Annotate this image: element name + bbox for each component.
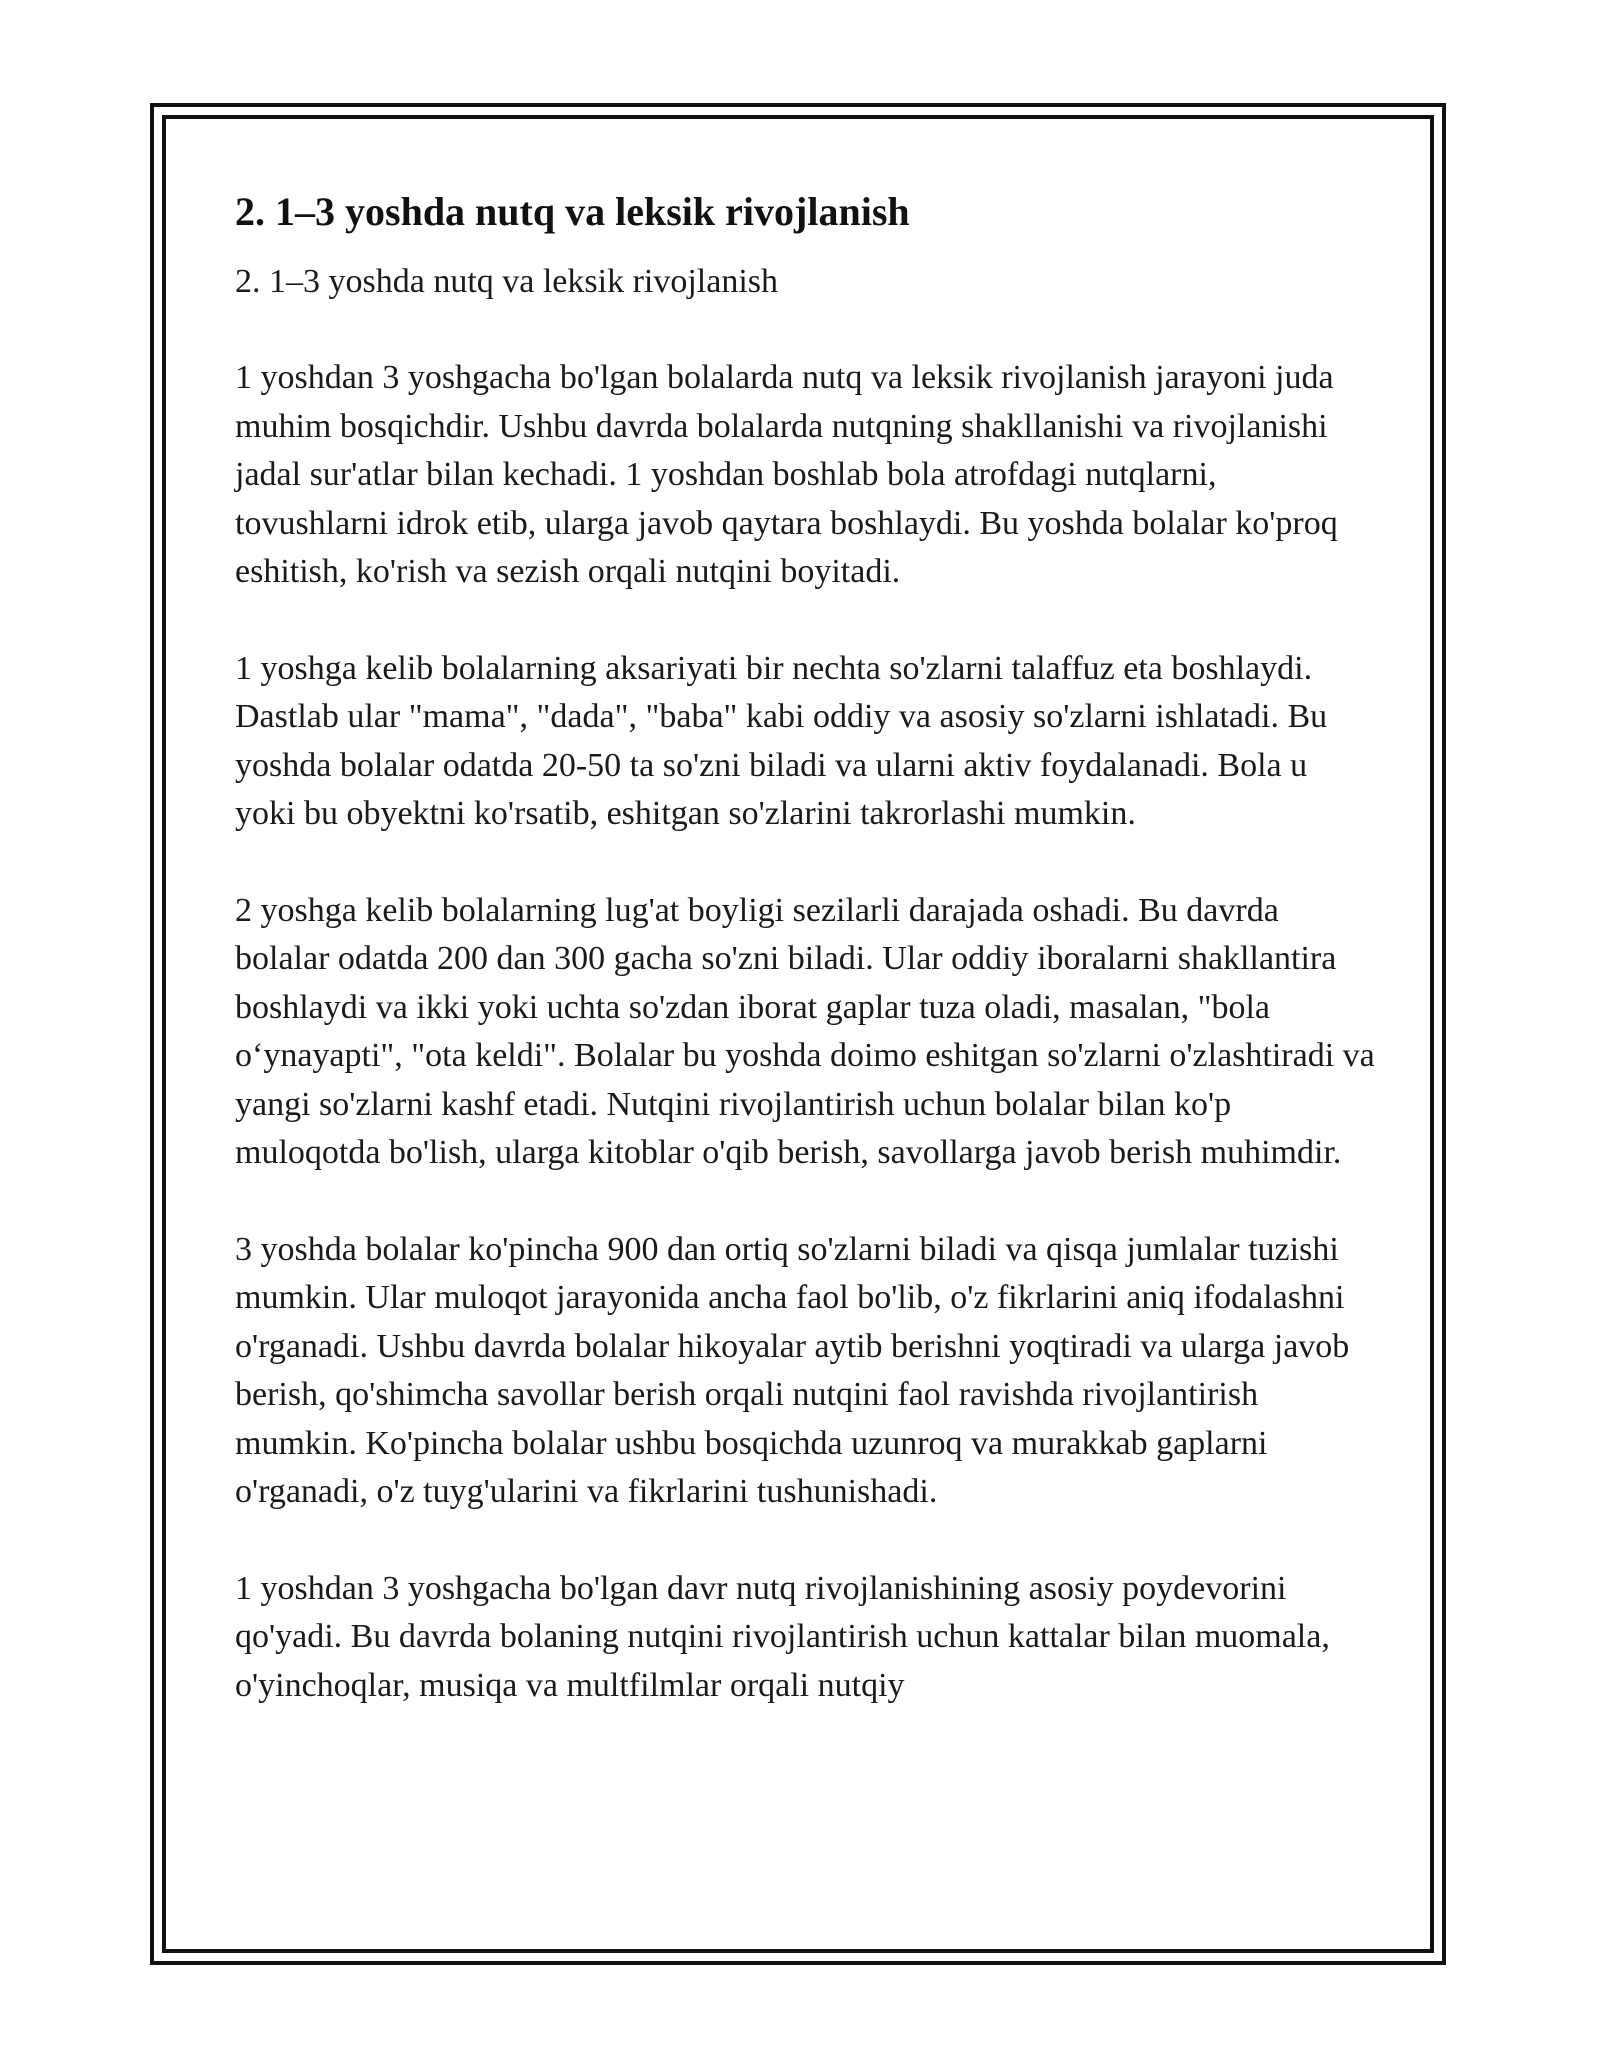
paragraph-4: 3 yoshda bolalar ko'pincha 900 dan ortiq so'zlarni biladi va qisqa jumlalar tuzishi mumkin. Ular muloqot jarayonida ancha faol bo'lib, o'z fikrlarini aniq ifodalashni o'rganadi. Ushbu davrda bolalar hikoyalar aytib berishni yoqtiradi va ularga javob berish, qo'shimcha savollar berish orqali nutqini faol ravishda rivojlantirish mumkin. Ko'pincha bolalar ushbu bosqichda uzunroq va murakkab gaplarni o'rganadi, o'z tuyg'ularini va fikrlarini tushunishadi. — [235, 1230, 1350, 1510]
paragraph-5: 1 yoshdan 3 yoshgacha bo'lgan davr nutq rivojlanishining asosiy poydevorini qo'yadi. Bu davrda bolaning nutqini rivojlantirish uchun kattalar bilan muomala, o'yinchoqlar, musiqa va multfilmlar orqali nutqiy — [235, 1569, 1330, 1704]
document-subheading: 2. 1–3 yoshda nutq va leksik rivojlanish — [235, 263, 779, 300]
paragraph-3: 2 yoshga kelib bolalarning lug'at boyligi sezilarli darajada oshadi. Bu davrda bolalar odatda 200 dan 300 gacha so'zni biladi. Ular oddiy iboralarni shakllantira boshlaydi va ikki yoki uchta so'zdan iborat gaplar tuza oladi, masalan, "bola o‘ynayapti", "ota keldi". Bolalar bu yoshda doimo eshitgan so'zlarni o'zlashtiradi va yangi so'zlarni kashf etadi. Nutqini rivojlantirish uchun bolalar bilan ko'p muloqotda bo'lish, ularga kitoblar o'qib berish, savollarga javob berish muhimdir. — [235, 891, 1375, 1171]
document-heading: 2. 1–3 yoshda nutq va leksik rivojlanish — [235, 189, 910, 234]
paragraph-1: 1 yoshdan 3 yoshgacha bo'lgan bolalarda nutq va leksik rivojlanish jarayoni juda muhim bosqichdir. Ushbu davrda bolalarda nutqning shakllanishi va rivojlanishi jadal sur'atlar bilan kechadi. 1 yoshdan boshlab bola atrofdagi nutqlarni, tovushlarni idrok etib, ularga javob qaytara boshlaydi. Bu yoshda bolalar ko'proq eshitish, ko'rish va sezish orqali nutqini boyitadi. — [235, 359, 1338, 590]
paragraph-2: 1 yoshga kelib bolalarning aksariyati bir nechta so'zlarni talaffuz eta boshlaydi. Dastlab ular "mama", "dada", "baba" kabi oddiy va asosiy so'zlarni ishlatadi. Bu yoshda bolalar odatda 20-50 ta so'zni biladi va ularni aktiv foydalanadi. Bola u yoki bu obyektni ko'rsatib, eshitgan so'zlarini takrorlashi mumkin. — [235, 649, 1328, 832]
document-body — [235, 186, 1375, 1758]
